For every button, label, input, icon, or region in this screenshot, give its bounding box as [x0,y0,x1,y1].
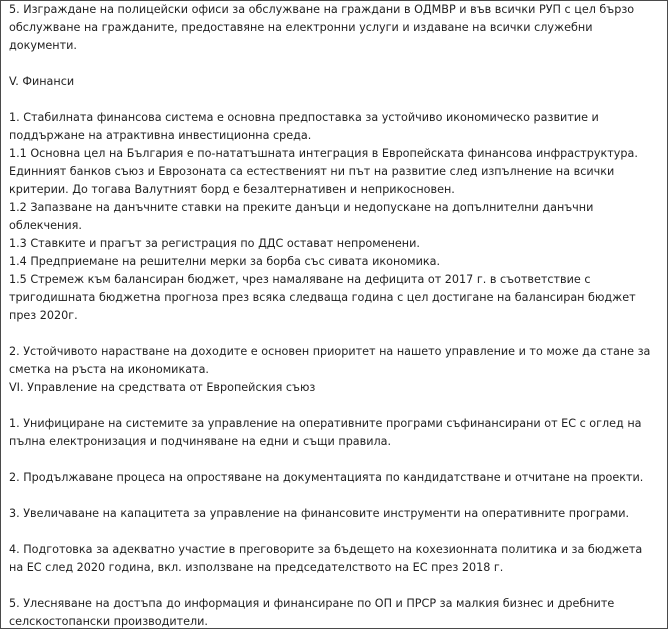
text-line: 1.5 Стремеж към балансиран бюджет, чрез намаляване на дефицита от 2017 г. в съответствие с [9,273,591,286]
blank-line [9,55,649,73]
text-line: 1. Стабилната финансова система е основна предпоставка за устойчиво икономическо развитие и [9,111,599,124]
section-heading: V. Финанси [9,75,75,88]
text-line: 5. Изграждане на полицейски офиси за обслужване на граждани в ОДМВР и във всички РУП с цел бързо [9,3,635,16]
blank-line [9,91,649,109]
text-line: 1.2 Запазване на данъчните ставки на преките данъци и недопускане на допълнителни данъчни [9,201,594,214]
text-line: обслужване на гражданите, предоставяне на електронни услуги и издаване на всички служебни [9,21,593,34]
text-line: 5. Улесняване на достъпа до информация и финансиране по ОП и ПРСР за малкия бизнес и дребните [9,597,615,610]
document-text [9,1,649,629]
text-line: тригодишната бюджетна прогноза през всяка следваща година с цел достигане на балансиран бюджет [9,291,636,304]
blank-line [9,577,649,595]
text-line: 1.1 Основна цел на България е по-нататъшната интеграция в Европейската финансова инфраструктура. [9,147,638,160]
text-line: 2. Устойчивото нарастване на доходите е основен приоритет на нашето управление и то може да стане за [9,345,651,358]
text-line: облекчения. [9,219,82,232]
text-line: Единният банков съюз и Еврозоната са естественият ни път на развитие след изпълнение на всички [9,165,615,178]
blank-line [9,487,649,505]
text-line: 4. Подготовка за адекватно участие в преговорите за бъдещето на кохезионната политика и за бюджета [9,543,643,556]
blank-line [9,523,649,541]
text-line: 1.3 Ставките и прагът за регистрация по ДДС остават непроменени. [9,237,420,250]
text-line: сметка на ръста на икономиката. [9,363,209,376]
text-line: 3. Увеличаване на капацитета за управление на финансовите инструменти на оперативните програми. [9,507,630,520]
text-line: поддържане на атрактивна инвестиционна среда. [9,129,312,142]
text-line: на ЕС след 2020 година, вкл. използване на председателството на ЕС през 2018 г. [9,561,504,574]
text-line: критерии. До тогава Валутният борд е безалтернативен и неприкосновен. [9,183,455,196]
text-line: 1. Унифициране на системите за управление на оперативните програми съфинансирани от ЕС с оглед на [9,417,642,430]
text-line: през 2020г. [9,309,78,322]
blank-line [9,325,649,343]
blank-line [9,397,649,415]
text-line: 1.4 Предприемане на решителни мерки за борба със сивата икономика. [9,255,441,268]
text-line: 2. Продължаване процеса на опростяване на документацията по кандидатстване и отчитане на проекти. [9,471,644,484]
section-heading: VI. Управление на средствата от Европейския съюз [9,381,316,394]
blank-line [9,451,649,469]
text-line: пълна електронизация и подчиняване на едни и същи правила. [9,435,392,448]
text-line: документи. [9,39,77,52]
text-line: селскостопански производители. [9,615,208,628]
